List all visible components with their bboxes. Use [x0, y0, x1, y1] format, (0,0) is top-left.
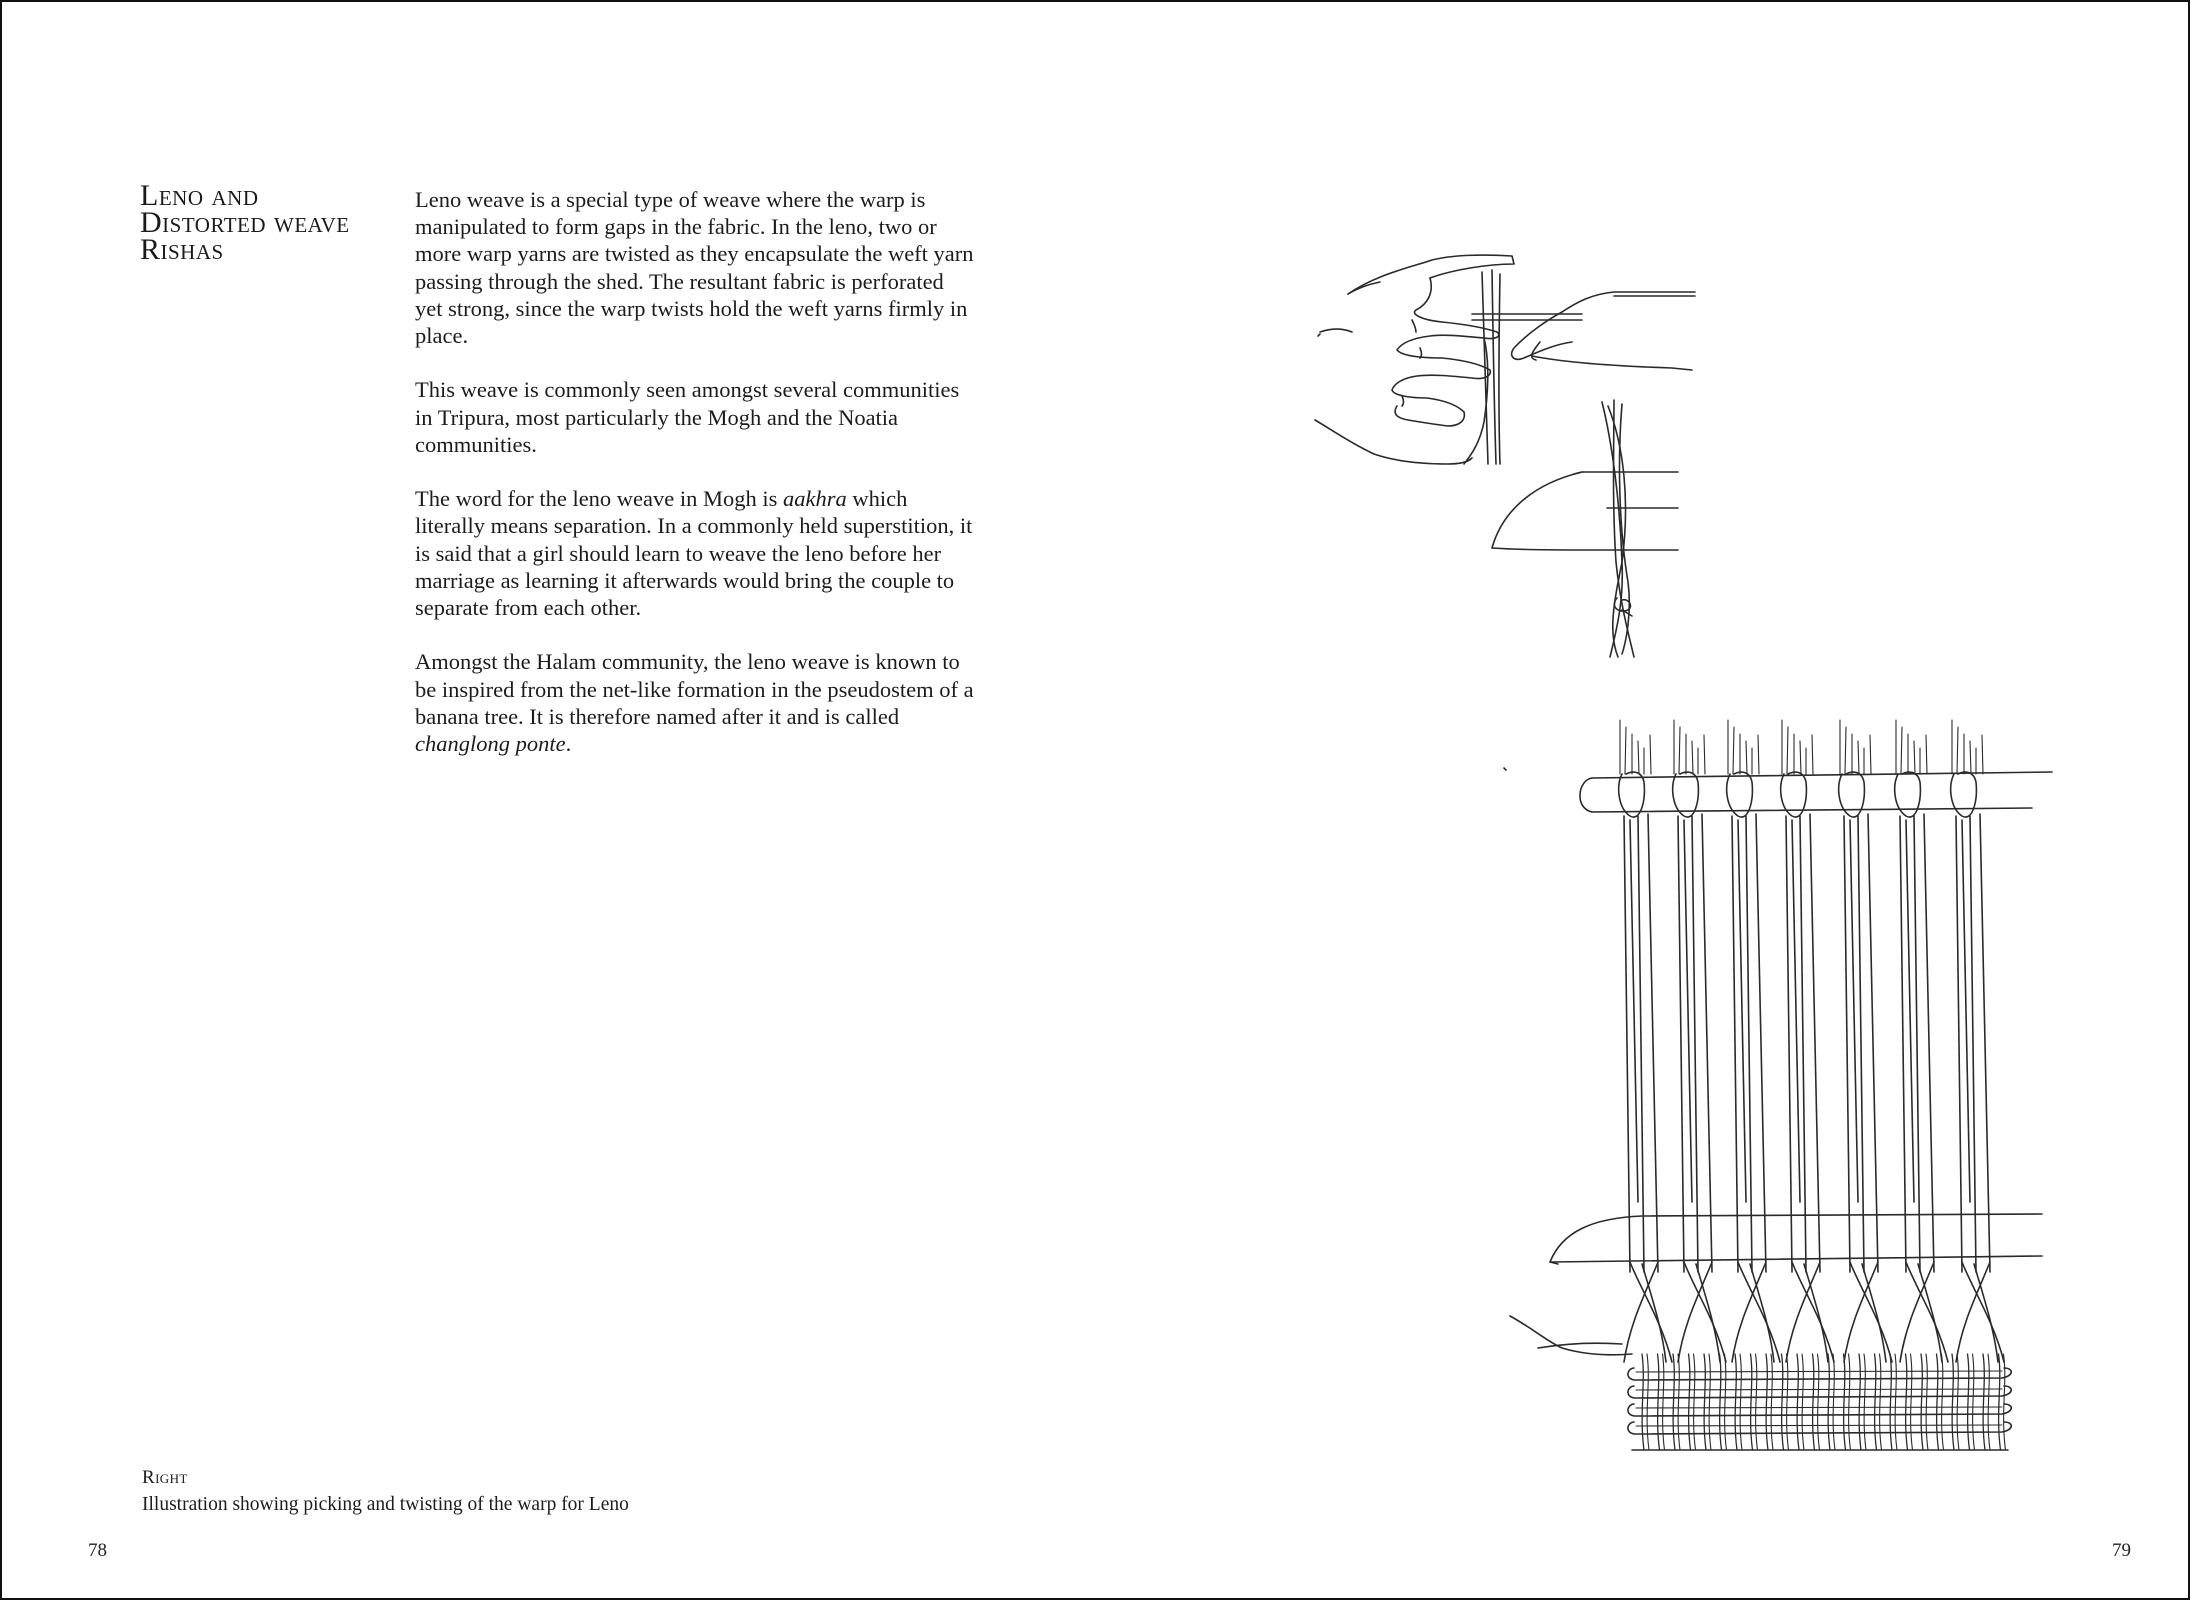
page-number-left: 78	[88, 1540, 107, 1561]
twisted-warp-with-shuttle-drawing	[1492, 400, 1678, 657]
illustrations	[2, 2, 2188, 1598]
caption-text: Illustration showing picking and twisting of the warp for Leno	[142, 1494, 629, 1515]
heading-line-3: Rishas	[140, 233, 224, 266]
heading-line-1: Leno and	[140, 179, 259, 212]
leno-loom-warp-twisting-drawing	[1504, 720, 2052, 1450]
page-number-right: 79	[2112, 1540, 2131, 1561]
hand-picking-warp-drawing	[1315, 255, 1695, 464]
paragraph-3-text-b: which literally means separation. In a commonly held superstition, it is said that a girl should learn to weave the leno before her marriage as learning it afterwards would bring the couple to separate from each other.	[415, 486, 973, 621]
term-changlong-ponte: changlong ponte	[415, 731, 566, 757]
caption-label: Right	[142, 1467, 188, 1488]
term-aakhra: aakhra	[783, 486, 847, 512]
heading-line-2: Distorted weave	[140, 206, 350, 239]
paragraph-4-text-b: .	[565, 731, 572, 757]
paragraph-4-text-a: Amongst the Halam community, the leno weave is known to be inspired from the net-like formation in the pseudostem of a banana tree. It is therefore named after it and is called	[415, 649, 974, 729]
paragraph-2: This weave is commonly seen amongst several communities in Tripura, most particularly the Mogh and the Noatia communities.	[415, 377, 960, 457]
paragraph-3-text-a: The word for the leno weave in Mogh is	[415, 486, 784, 512]
paragraph-1: Leno weave is a special type of weave where the warp is manipulated to form gaps in the fabric. In the leno, two or more warp yarns are twisted as they encapsulate the weft yarn passing through the shed. The resultant fabric is perforated yet strong, since the warp twists hold the weft yarns firmly in place.	[415, 187, 974, 349]
